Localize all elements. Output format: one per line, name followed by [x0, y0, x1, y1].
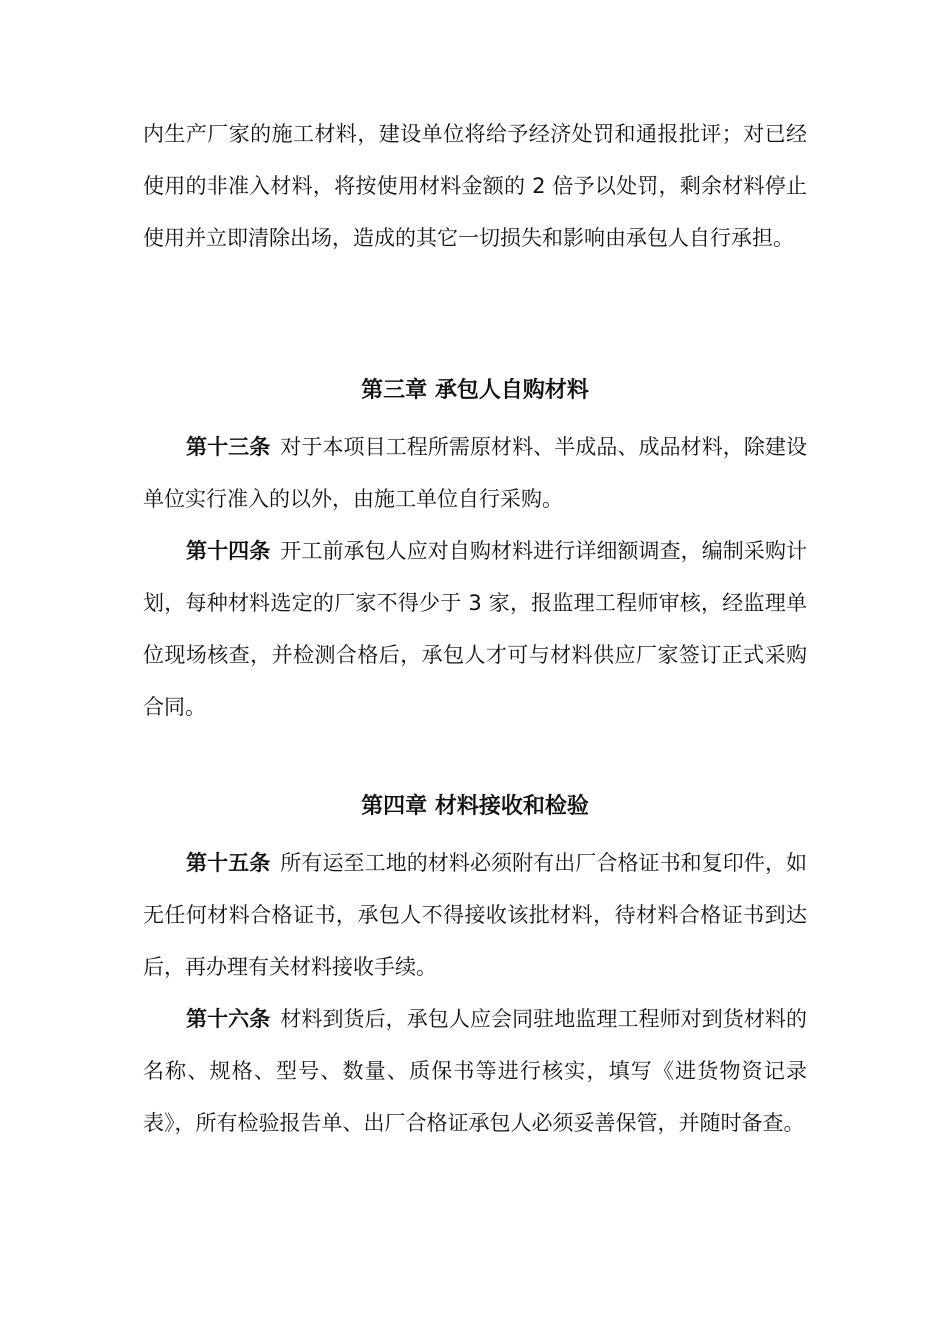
chapter-3-title: 第三章 承包人自购材料	[361, 378, 589, 403]
article-16	[143, 993, 807, 1149]
article-15-label: 第十五条	[186, 851, 271, 875]
continuation-paragraph: 内生产厂家的施工材料，建设单位将给予经济处罚和通报批评；对已经使用的非准入材料，将按使用材料金额的 2 倍予以处罚，剩余材料停止使用并立即清除出场，造成的其它一切损失和影响由承包人自行承担。	[143, 122, 807, 250]
article-13-label: 第十三条	[186, 435, 271, 459]
article-13	[143, 421, 807, 525]
article-14	[143, 525, 807, 733]
chapter-4-title: 第四章 材料接收和检验	[361, 794, 589, 819]
article-16-text: 材料到货后，承包人应会同驻地监理工程师对到货材料的名称、规格、型号、数量、质保书等进行核实，填写《进货物资记录表》，所有检验报告单、出厂合格证承包人必须妥善保管，并随时备查。	[143, 1007, 808, 1135]
article-15-text: 所有运至工地的材料必须附有出厂合格证书和复印件，如无任何材料合格证书，承包人不得接收该批材料，待材料合格证书到达后，再办理有关材料接收手续。	[143, 851, 808, 979]
article-13-text: 对于本项目工程所需原材料、半成品、成品材料，除建设单位实行准入的以外，由施工单位自行采购。	[143, 435, 808, 511]
article-15	[143, 837, 807, 993]
article-14-label: 第十四条	[186, 539, 271, 563]
article-16-label: 第十六条	[186, 1007, 271, 1031]
article-14-text: 开工前承包人应对自购材料进行详细额调查，编制采购计划，每种材料选定的厂家不得少于 3 家，报监理工程师审核，经监理单位现场核查，并检测合格后，承包人才可与材料供应厂家签订正式采购合同。	[143, 539, 808, 719]
